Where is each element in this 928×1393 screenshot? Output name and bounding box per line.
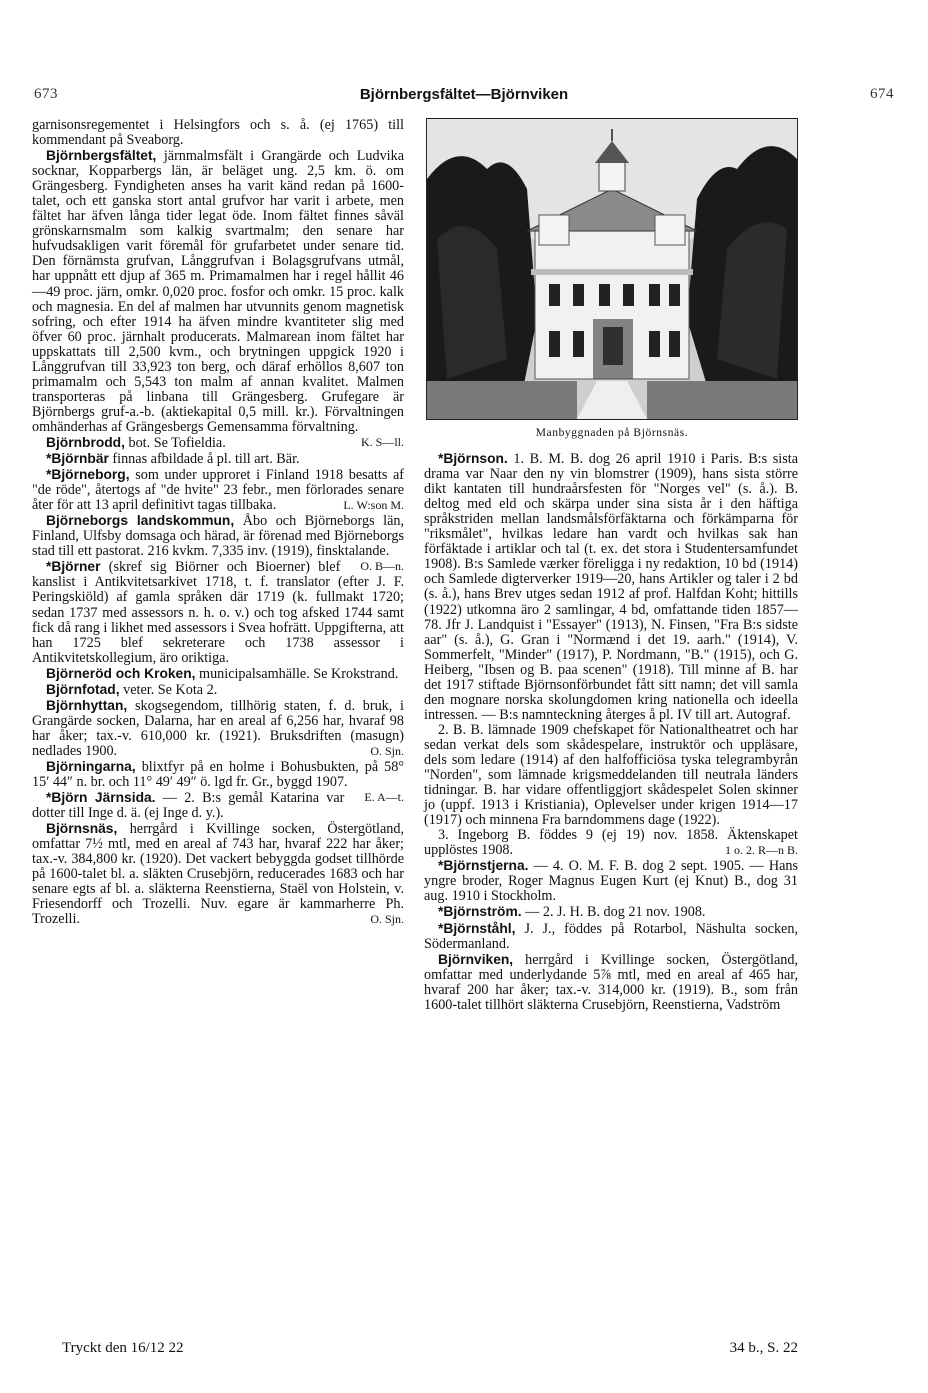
figure [426,118,798,441]
entry-text: municipalsamhälle. Se Krokstrand. [199,665,399,682]
entry-text: skogsegendom, tillhörig staten, f. d. bruk, i Grangärde socken, Dalarna, har en areal af 6,256 har, hvaraf 98 har åker; tax.-v. 610,000 kr. (1921). Bruksdriften (masugn) nedlades 1900. [32,697,404,759]
entry-signature: K. S—ll. [360,434,404,449]
print-date: Tryckt den 16/12 22 [62,1340,184,1356]
article-entry [424,723,798,828]
entry-text: herrgård i Kvillinge socken, Östergötland, omfattar 7½ mtl, med en areal af 743 har, hvaraf 222 har åker; tax.-v. 384,800 kr. (1920). Det vackert bebyggda godset tillhörde på 1600-talet bl. a. släkten Crusebjörn, reducerades 1683 och har senare egts af bl. a. släkterna Reenstierna, Staël von Holstein, v. Friesendorff och Trozelli. Nuv. egare är kammarherre Ph. Trozelli. [32,821,404,928]
running-head: Björnbergsfältet—Björnviken [359,86,569,103]
entry-headword: *Björner [46,559,101,575]
entry-headword: Björnviken, [438,951,514,967]
entry-signature: O. Sjn. [370,912,404,927]
entry-text: garnisonsregementet i Helsingfors och s. å. (ej 1765) till kommendant på Sveaborg. [32,117,404,149]
entry-headword: *Björneborg, [46,467,130,483]
entry-text: 1. B. M. B. dog 26 april 1910 i Paris. B:s sista drama var Naar den ny vin blomstrer (1909), hans sista större dikt kantaten till hundraårsfesten för "Norges vel" (s. å.). B. deltog med eld och skärpa under sina sista år i den häftiga språkstriden mellan landsmålsförfäktarna och förkämparna för "riksmålet", hvilkas ledare han vardt och hvilkas sak han förfäktade i artiklar och tal (t. ex. det stora i Studentersamfundet 1908). B:s Samlede værker föreligga i ny redaktion, 10 bd (1914) och Samlede digterverker 1919—20, hans Artikler og taler i 2 bd (s. å.), hans Brev utges sedan 1912 af prof. Halfdan Koht; hittills (1922) utkomna äro 2 samlingar, 4 bd, omfattande tiden 1857—78. Jfr J. Landquist i "Essayer" (1913), N. Finsen, "Fra B:s sidste aar" (s. å.), G. Gran i "Normænd i det 19. aarh." (1914), V. Sommerfelt, "Minder" (1917), P. Nordmann, "B." (1915), och G. Heiberg, "Ibsen og B. paa scenen" (1918). Till minne af B. har det 1917 stiftade Björnsonförbundet fått sitt namn; det vill samla den mognare norska skolungdomen kring nationella och ideella intressen. — B:s namnteckning återges å pl. IV till art. Autograf. [424,451,799,723]
article-entry [32,467,404,513]
right-column [424,118,798,1013]
page-number-right: 674 [870,86,894,102]
figure-caption: Manbyggnaden på Björnsnäs. [535,427,689,439]
entry-text: — 2. J. H. B. dog 21 nov. 1908. [525,904,706,921]
entry-headword: Björnhyttan, [46,697,128,713]
article-entry [424,828,798,858]
entry-headword: *Björnstjerna. [438,858,529,874]
article-entry [424,952,798,1013]
article-entry [424,451,798,723]
entry-text: som under upproret i Finland 1918 besatts af "de röde", återtogs af "de hvite" 23 febr., men förlorades senare åter för att 13 april definitivt tagas tillbaka. [32,467,404,514]
article-entry [32,559,404,665]
entry-headword: Björnfotad, [46,681,120,697]
entry-signature: 1 o. 2. R—n B. [724,843,798,858]
signature-mark: 34 b., S. 22 [729,1340,798,1356]
entry-text: blixtfyr på en holme i Bohusbukten, på 58° 15′ 44″ n. br. och 11° 49′ 49″ ö. lgd fr. Gr., byggd 1907. [32,758,405,791]
entry-signature: E. A—t. [364,790,404,805]
entry-signature: O. B—n. [360,559,404,574]
article-entry [32,790,404,821]
entry-headword: Björneröd och Kroken, [46,665,196,681]
article-entry [32,821,404,927]
manor-house-illustration [427,119,797,419]
page-number-left: 673 [34,86,58,102]
entry-text: bot. Se Tofieldia. [128,434,226,451]
entry-headword: *Björnståhl, [438,920,516,936]
entry-headword: *Björnbär [46,451,109,467]
entry-headword: Björningarna, [46,758,136,774]
entry-signature: L. W:son M. [343,498,404,513]
entry-text: J. J., föddes på Rotarbol, Näshulta socken, Södermanland. [424,920,798,952]
entry-text: — 2. B:s gemål Katarina var dotter till Inge d. ä. (ej Inge d. y.). [32,790,345,822]
entry-text: — 4. O. M. F. B. dog 2 sept. 1905. — Hans yngre broder, Roger Magnus Eugen Kurt (ej Knut) B., dog 31 aug. 1910 i Stockholm. [424,858,799,905]
entry-text: 2. B. B. lämnade 1909 chefskapet för Nationaltheatret och har sedan verkat dels som skådespelare, instruktör och uppläsare, dels som ledare (1914) af den halfofficiösa tyska telegrambyrån "Norden", som lämnade krigsmeddelanden till neutrala länders tidningar. B. har vidare offentliggjort skådespelet Solen skinner jo (uppf. 1913 i Kristiania), Oplevelser under krigen 1914—17 (1917) och minnena Fra barndommens dage (1922). [424,721,798,829]
entry-text: (skref sig Biörner och Bioerner) blef kanslist i Antikvitetsarkivet 1718, t. f. translator (efter J. F. Peringskiöld) af gamla språken där 1719 (k. fullmakt 1720; sedan 1737 med assessors n. h. o. v.) och tog afsked 1744 samt fick då rang i likhet med assessors i Svea hofrätt. Uppgifterna, att han 1725 blef sekreterare och 1738 assessor i Antikvitetskollegium, äro oriktiga. [32,559,404,666]
article-entry [424,904,798,920]
entry-text: finnas afbildade å pl. till art. Bär. [112,451,300,468]
article-entry [32,118,404,148]
article-entry [32,682,404,698]
entry-text: herrgård i Kvillinge socken, Östergötland, omfattar med underlydande 5⅞ mtl, med en areal af 465 har, hvaraf 200 har åker; tax.-v. 314,000 kr. (1919). B., som från 1600-talet tillhört släkterna Crusebjörn, Reenstierna, Vadström [424,951,798,1013]
entry-headword: *Björn Järnsida. [46,790,156,806]
left-column [32,118,404,927]
article-entry [424,921,798,952]
page-footer [62,1340,798,1360]
entry-text: veter. Se Kota 2. [123,681,218,698]
page-header [34,86,894,108]
entry-headword: Björnbrodd, [46,434,125,450]
entry-headword: *Björnson. [438,451,508,467]
entry-headword: Björnbergsfältet, [46,148,157,164]
entry-text: Åbo och Björneborgs län, Finland, Ulfsby domsaga och härad, är förenad med Björneborgs stad till ett pastorat. 216 kvkm. 7,335 inv. (1919), finsktalande. [32,513,405,560]
article-entry [32,451,404,467]
entry-headword: *Björnström. [438,904,522,920]
entry-headword: Björnsnäs, [46,821,118,837]
article-entry [32,666,404,682]
entry-signature: O. Sjn. [370,743,404,758]
entry-headword: Björneborgs landskommun, [46,513,235,529]
entry-text: järnmalmsfält i Grangärde och Ludvika socknar, Kopparbergs län, är beläget ung. 2,5 km. ö. om Grängesberg. Fyndigheten anses ha varit känd redan på 1600-talet, och ett ganska stort antal grufvor har varit i arbete, men fältet har äfven långa tider legat öde. Inom fältet finnes såväl grönskarnsmalm som kalkig svartmalm; den senare har hufvudsakligen varit föremål för grufarbetet under senare tid. Den förnämsta grufvan, Långgrufvan i Bolagsgrufvans utmål, har uppnått ett djup af 365 m. Primamalmen har i regel hållit 46—49 proc. järn, omkr. 0,020 proc. fosfor och omkr. 15 proc. kalk och magnesia. En del af malmen har utvunnits genom magnetisk sofring, och efter 1914 ha äfven mindre kvantiteter slig med öfver 60 proc. järnhalt producerats. Malmarean inom fältet har uppskattats till 2,500 kvm., och brytningen uppgick 1920 i Långgrufvan till 33,923 ton berg, och däraf erhöllos 8,607 ton primamalm och 5,543 ton malm af annan kvalitet. Malmen transporteras på linbana till Grängesberg. Grufegare är Björnbergs gruf-a.-b. (aktiekapital 0,5 mill. kr.). Förvaltningen omhänderhas af Grängesbergs Gemensamma förvaltning. [32,148,404,435]
article-entry [424,858,798,904]
entry-text: 3. Ingeborg B. föddes 9 (ej 19) nov. 1858. Äktenskapet upplöstes 1908. [424,827,798,859]
manor-photo [426,118,798,420]
article-entry [32,698,404,759]
